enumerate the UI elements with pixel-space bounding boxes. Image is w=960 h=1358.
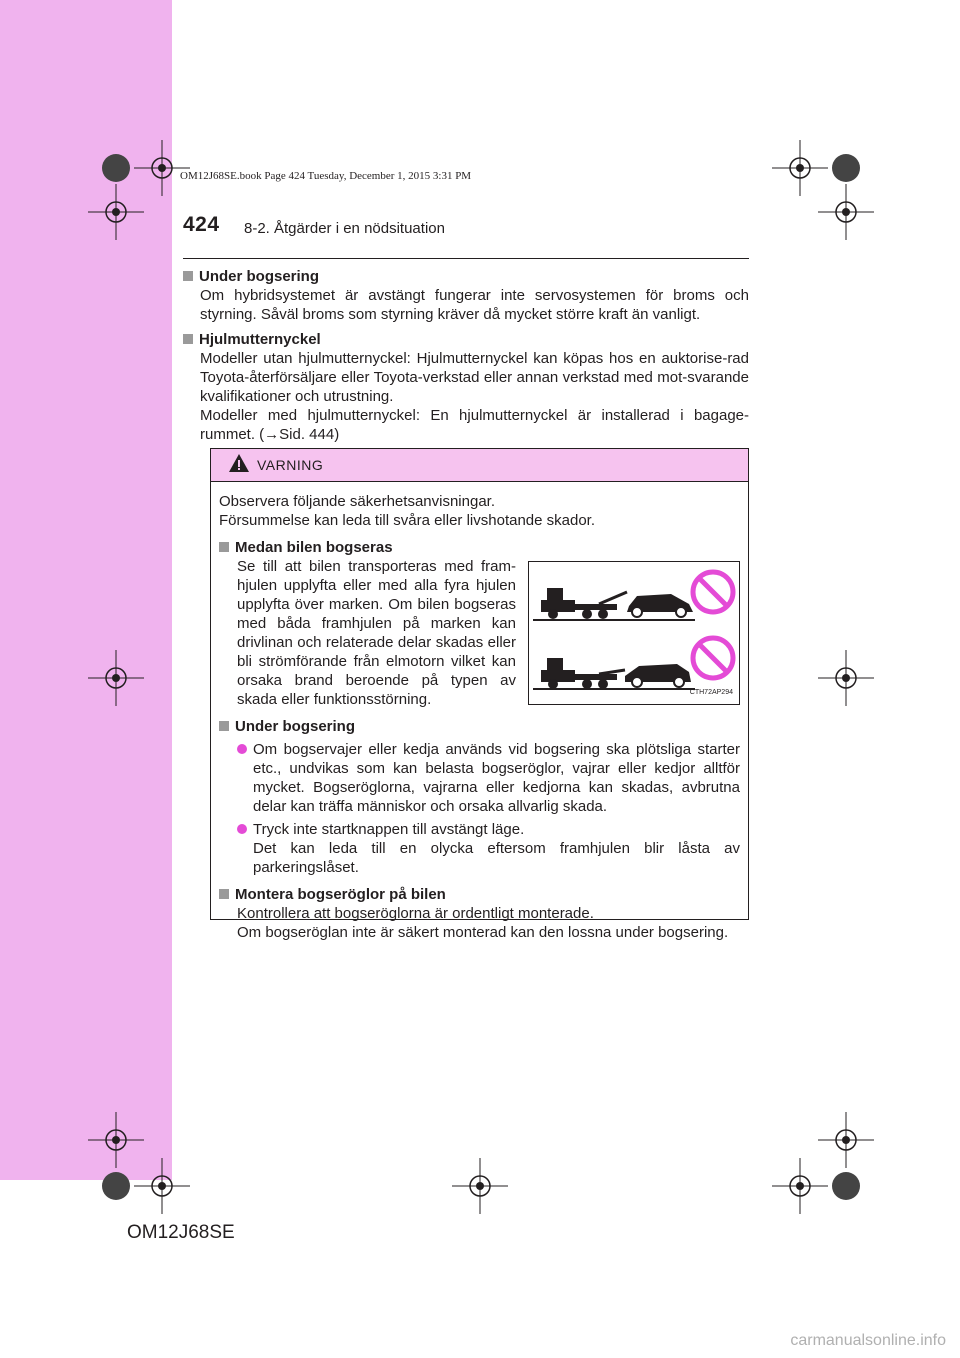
color-wheel-mark-icon: [101, 153, 131, 183]
towing-text: Se till att bilen transporteras med fram-hjulen upplyfta eller med alla fyra hjulen upplyfta över marken. Om bilen bogseras med båda framhjulen på marken kan drivlinan och relaterade delar skadas eller bli strömförande från elmotorn vilket kan orsaka brand beroende på typen av skada eller funktionsstörning.: [237, 558, 516, 708]
warning-body: Observera följande säkerhetsanvisningar. Försummelse kan leda till svåra eller livshotande skador. Medan bilen bogseras Se till att bilen transporteras med fram-hjulen upplyfta eller med alla fyra hjulen upplyfta över marken. Om bilen bogseras med båda framhjulen på marken kan drivlinan och relaterade delar skadas eller bli strömförande från elmotorn vilket kan orsaka brand beroende på typen av skada eller funktionsstörning. CTH72AP294 Under bogsering Om bogservajer eller kedja används vid bogsering ska plötsliga starter etc., undvikas som kan belasta bogseröglor, vajrar eller kedjor alltför mycket. Bogseröglorna, vajrarna eller kedjorna kan skadas, avbrutna delar kan träffa människor och orsaka allvarlig skada. Tryck inte startknappen till avstängt läge. Det kan leda till en olycka eftersom framhjulen blir låsta av parkeringslåset. Montera bogseröglor på bilen Kontrollera att bogseröglorna är ordentligt monterade. Om bogseröglan inte är säkert monterad kan den lossna under bogsering.: [219, 493, 740, 941]
list-item: Tryck inte startknappen till avstängt läge. Det kan leda till en olycka eftersom framhjulen blir låsta av parkeringslåset.: [237, 820, 740, 877]
illustration-code: CTH72AP294: [689, 689, 733, 696]
color-wheel-mark-icon: [831, 153, 861, 183]
warning-header: [211, 449, 748, 482]
item-body: Modeller utan hjulmutternyckel: Hjulmutternyckel kan köpas hos en auktorise-rad Toyota-återförsäljare eller Toyota-verkstad eller annan verkstad med mot-svarande kvalifikationer och utrustning. Modeller med hjulmutternyckel: En hjulmutternyckel är installerad i bagage-rummet. (→Sid. 444): [200, 350, 749, 443]
section-title: 8-2. Åtgärder i en nödsituation: [244, 220, 445, 237]
content: [183, 264, 749, 444]
page-number: 424: [183, 213, 220, 236]
registration-mark-icon: [134, 1158, 190, 1214]
square-bullet-icon: [219, 542, 229, 552]
color-wheel-mark-icon: [101, 1171, 131, 1201]
warning-item: Montera bogseröglor på bilen Kontrollera att bogseröglorna är ordentligt monterade. Om bogseröglan inte är säkert monterad kan den lossna under bogsering.: [219, 885, 740, 942]
registration-mark-icon: [818, 1112, 874, 1168]
registration-mark-icon: [88, 650, 144, 706]
warning-label: VARNING: [257, 457, 324, 473]
warning-triangle-icon: [228, 453, 250, 473]
header-rule: [183, 258, 749, 259]
towing-illustration: [528, 561, 740, 705]
list-item: Om bogservajer eller kedja används vid bogsering ska plötsliga starter etc., undvikas som kan belasta bogseröglor, vajrar eller kedjor alltför mycket. Bogseröglorna, vajrarna eller kedjorna kan skadas, avbrutna delar kan träffa människor och orsaka allvarlig skada.: [237, 740, 740, 816]
watermark: carmanualsonline.info: [790, 1332, 946, 1349]
square-bullet-icon: [183, 271, 193, 281]
registration-mark-icon: [818, 184, 874, 240]
item-heading: Under bogsering: [183, 267, 749, 286]
square-bullet-icon: [219, 721, 229, 731]
registration-mark-icon: [134, 140, 190, 196]
registration-mark-icon: [818, 650, 874, 706]
color-wheel-mark-icon: [831, 1171, 861, 1201]
item-heading: Hjulmutternyckel: [183, 330, 749, 349]
warning-item: Under bogsering Om bogservajer eller kedja används vid bogsering ska plötsliga starter etc., undvikas som kan belasta bogseröglor, vajrar eller kedjor alltför mycket. Bogseröglorna, vajrarna eller kedjorna kan skadas, avbrutna delar kan träffa människor och orsaka allvarlig skada. Tryck inte startknappen till avstängt läge. Det kan leda till en olycka eftersom framhjulen blir låsta av parkeringslåset.: [219, 717, 740, 877]
warning-box: [210, 448, 749, 941]
registration-mark-icon: [452, 1158, 508, 1214]
round-bullet-icon: [237, 744, 247, 754]
square-bullet-icon: [219, 889, 229, 899]
round-bullet-icon: [237, 824, 247, 834]
warning-item: Medan bilen bogseras Se till att bilen transporteras med fram-hjulen upplyfta eller med alla fyra hjulen upplyfta över marken. Om bilen bogseras med båda framhjulen på marken kan drivlinan och relaterade delar skadas eller bli strömförande från elmotorn vilket kan orsaka brand beroende på typen av skada eller funktionsstörning. CTH72AP294: [219, 538, 740, 709]
item-body: Om hybridsystemet är avstängt fungerar inte servosystemen för broms och styrning. Såväl broms som styrning kräver då mycket större kraft än vanligt.: [200, 287, 749, 323]
book-stamp: OM12J68SE.book Page 424 Tuesday, December 1, 2015 3:31 PM: [180, 170, 472, 182]
square-bullet-icon: [183, 334, 193, 344]
document-code: OM12J68SE: [127, 1222, 235, 1243]
